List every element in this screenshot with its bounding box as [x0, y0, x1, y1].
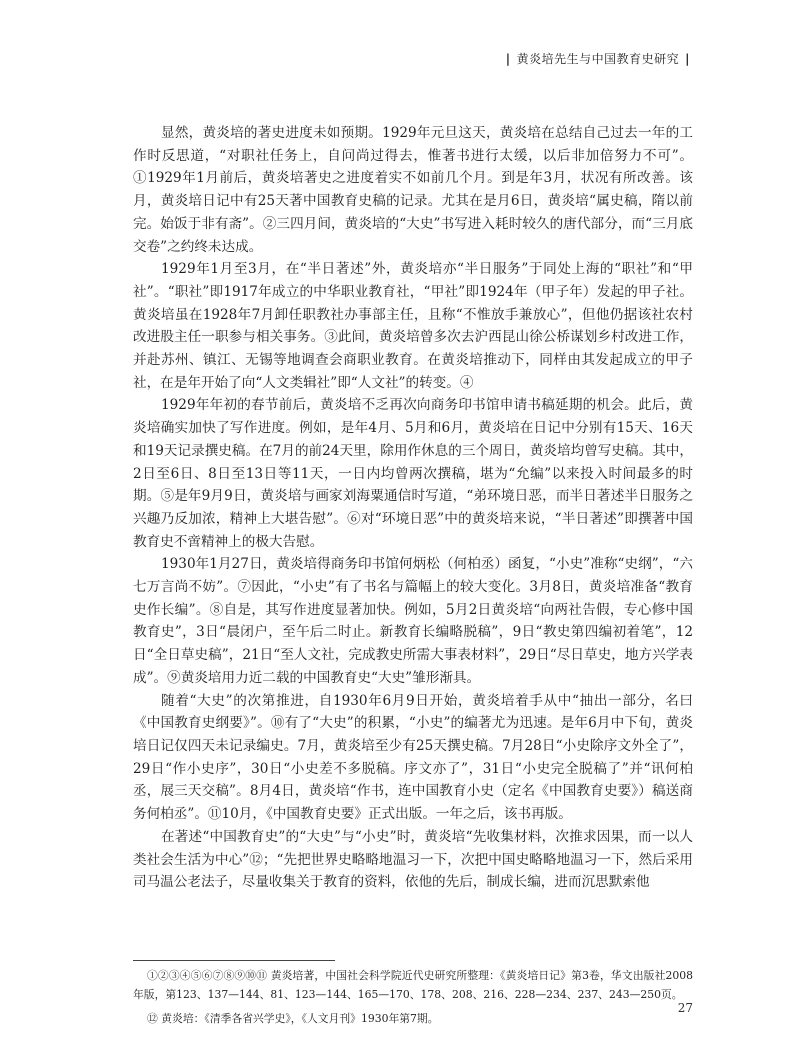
footnotes: [133, 966, 693, 1033]
body-paragraph-6: 在著述“中国教育史”的“大史”与“小史”时，黄炎培“先收集材料，次推求因果，而一以人类社会生活为中心”⑫；“先把世界史略略地温习一下，次把中国史略略地温习一下，然后采用司马温公老法子，尽量收集关于教育的资料，依他的先后，制成长编，进而沉思默索他: [133, 828, 693, 891]
running-head-left-bar: |: [505, 52, 511, 66]
running-head: [500, 50, 696, 67]
footnote-divider: [133, 960, 335, 961]
body-paragraph-5: 随着“大史”的次第推进，自1930年6月9日开始，黄炎培着手从中“抽出一部分，名曰《中国教育史纲要》”。⑩有了“大史”的积累，“小史”的编著尤为迅速。是年6月中下旬，黄炎培日记仅四天未记录编史。7月，黄炎培至少有25天撰史稿。7月28日“小史除序文外全了”，29日“作小史序”，30日“小史差不多脱稿。序文亦了”，31日“小史完全脱稿了”并“讯何柏丞，展三天交稿”。8月4日，黄炎培“作书，连中国教育小史（定名《中国教育史要》）稿送商务何柏丞”。⑪10月，《中国教育史要》正式出版。一年之后，该书再版。: [133, 692, 693, 823]
body-text: [133, 122, 693, 894]
footnote-1: ①②③④⑤⑥⑦⑧⑨⑩⑪ 黄炎培著，中国社会科学院近代史研究所整理：《黄炎培日记》第3卷，华文出版社2008年版，第123、137—144、81、123—144、165—170、178、208、216、228—234、237、243—250页。: [133, 969, 693, 1001]
body-paragraph-1: 显然，黄炎培的著史进度未如预期。1929年元旦这天，黄炎培在总结自己过去一年的工作时反思道，“对职社任务上，自问尚过得去，惟著书进行太缓，以后非加倍努力不可”。①1929年1月前后，黄炎培著史之进度着实不如前几个月。到是年3月，状况有所改善。该月，黄炎培日记中有25天著中国教育史稿的记录。尤其在是月6日，黄炎培“属史稿，隋以前完。始饭于非有斋”。②三四月间，黄炎培的“大史”书写进入耗时较久的唐代部分，而“三月底交卷”之约终未达成。: [133, 125, 693, 255]
body-paragraph-3: 1929年年初的春节前后，黄炎培不乏再次向商务印书馆申请书稿延期的机会。此后，黄炎培确实加快了写作进度。例如，是年4月、5月和6月，黄炎培在日记中分别有15天、16天和19天记录撰史稿。在7月的前24天里，除用作休息的三个周日，黄炎培均曾写史稿。其中，2日至6日、8日至13日等11天，一日内均曾两次撰稿，堪为“允编”以来投入时间最多的时期。⑤是年9月9日，黄炎培与画家刘海粟通信时写道，“弟环境日恶，而半日著述半日服务之兴趣乃反加浓，精神上大堪告慰”。⑥对“环境日恶”中的黄炎培来说，“半日著述”即撰著中国教育史不啻精神上的极大告慰。: [133, 397, 693, 550]
page-number: 27: [677, 1001, 693, 1015]
body-paragraph-2: 1929年1月至3月，在“半日著述”外，黄炎培亦“半日服务”于同处上海的“职社”和“甲社”。“职社”即1917年成立的中华职业教育社，“甲社”即1924年（甲子年）发起的甲子社。黄炎培虽在1928年7月卸任职教社办事部主任，且称“不惟放手兼放心”，但他仍据该社农村改进股主任一职参与相关事务。③此间，黄炎培曾多次去沪西昆山徐公桥谋划乡村改进工作，并赴苏州、镇江、无锡等地调查会商职业教育。在黄炎培推动下，同样由其发起成立的甲子社，在是年开始了向“人文类辑社”即“人文社”的转变。④: [133, 261, 693, 391]
running-head-right-bar: |: [685, 52, 690, 66]
footnote-2: ⑫ 黄炎培：《清季各省兴学史》，《人文月刊》1930年第7期。: [147, 1012, 439, 1025]
running-head-title: 黄炎培先生与中国教育史研究: [516, 52, 680, 66]
body-paragraph-4: 1930年1月27日，黄炎培得商务印书馆何炳松（何柏丞）函复，“小史”准称“史纲”，“六七万言尚不妨”。⑦因此，“小史”有了书名与篇幅上的较大变化。3月8日，黄炎培准备“教育史作长编”。⑧自是，其写作进度显著加快。例如，5月2日黄炎培“向两社告假，专心修中国教育史”，3日“晨闭户，至午后二时止。新教育长编略脱稿”，9日“教史第四编初着笔”，12日“全日草史稿”，21日“至人文社，完成教史所需大事表材料”，29日“尽日草史，地方兴学表成”。⑨黄炎培用力近二载的中国教育史“大史”雏形渐具。: [133, 556, 693, 686]
